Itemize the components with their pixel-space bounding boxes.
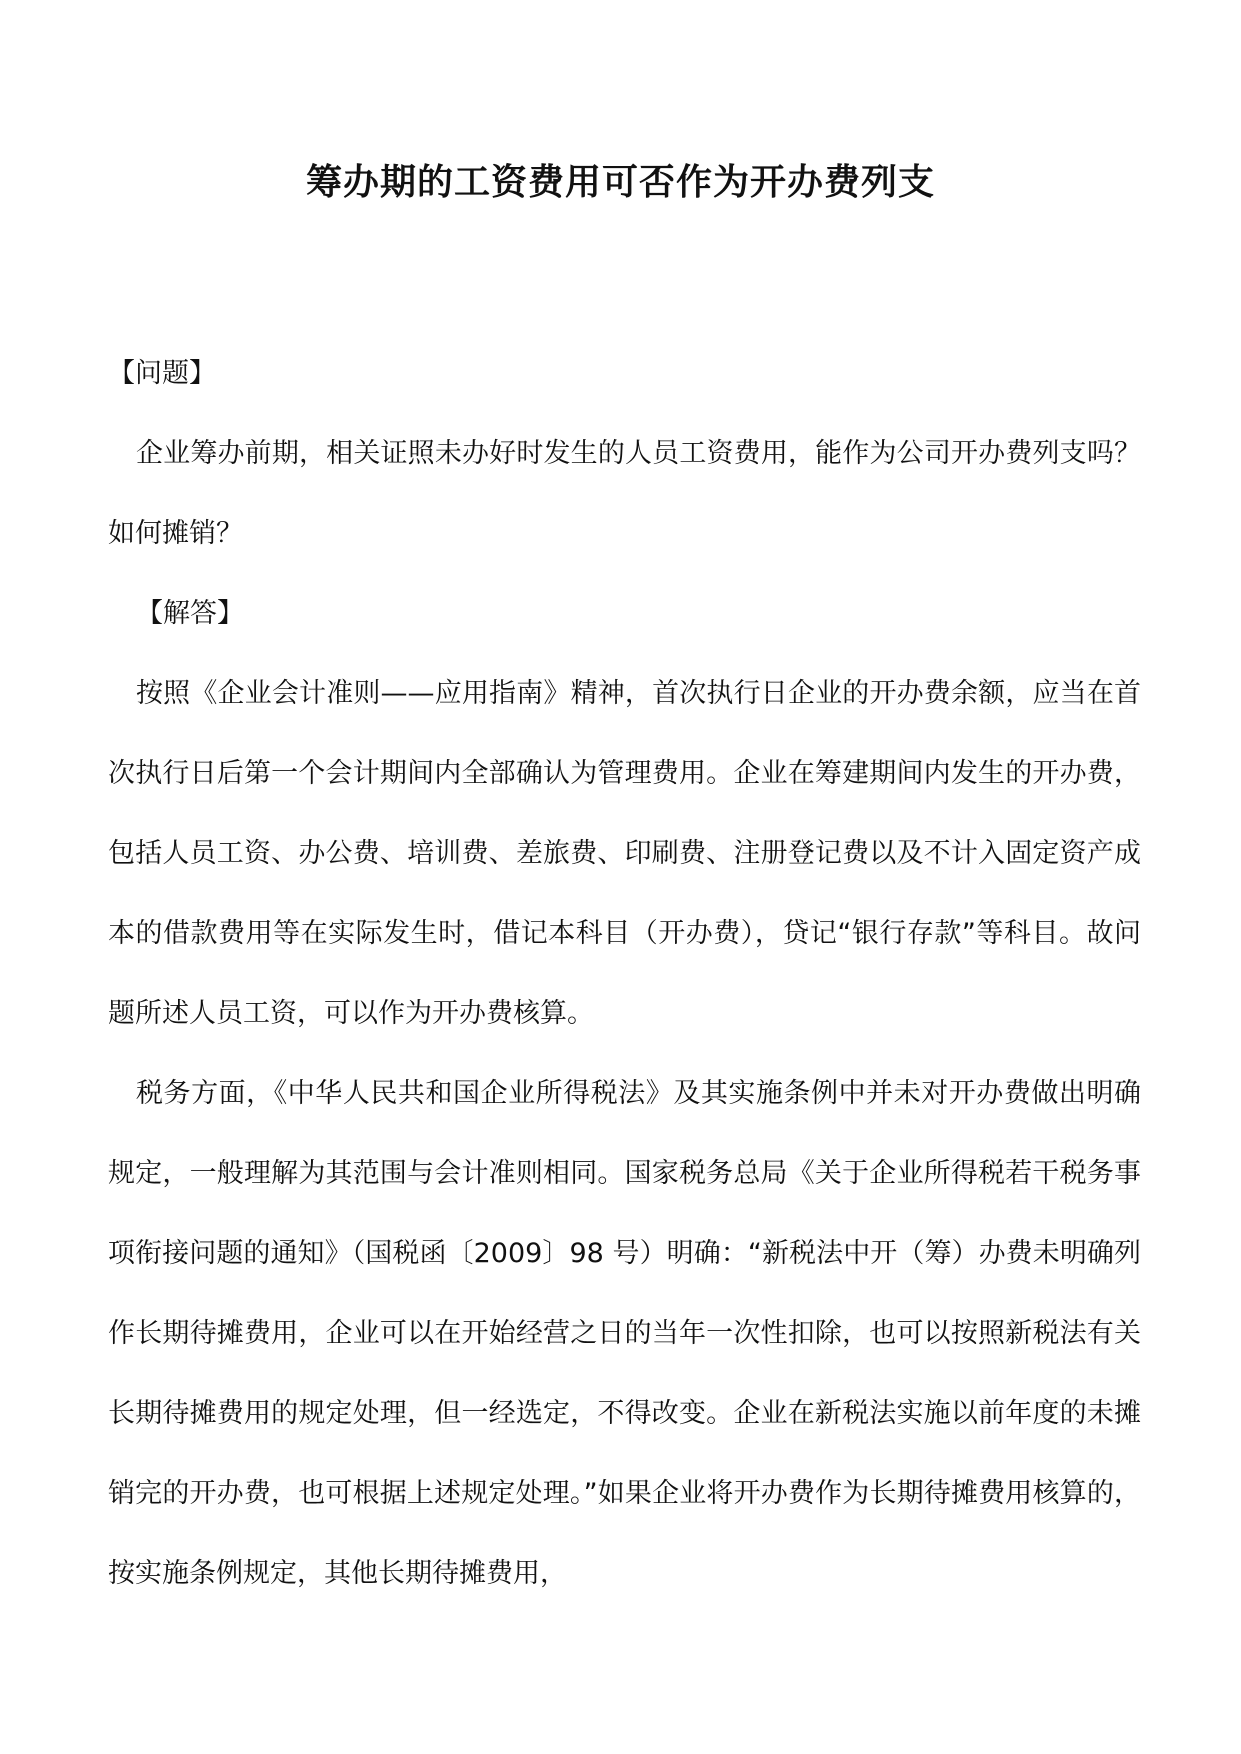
question-label: 【问题】: [108, 358, 216, 389]
answer-paragraph-1: 按照《企业会计准则——应用指南》精神，首次执行日企业的开办费余额，应当在首次执行日后第一个会计期间内全部确认为管理费用。企业在筹建期间内发生的开办费，包括人员工资、办公费、培训费、差旅费、印刷费、注册登记费以及不计入固定资产成本的借款费用等在实际发生时，借记本科目（开办费），贷记“银行存款”等科目。故问题所述人员工资，可以作为开办费核算。: [108, 678, 1141, 1029]
document-body: [108, 334, 1141, 1614]
document-title: 筹办期的工资费用可否作为开办费列支: [305, 162, 935, 203]
question-paragraph: 企业筹办前期，相关证照未办好时发生的人员工资费用，能作为公司开办费列支吗？如何摊销？: [108, 438, 1141, 549]
answer-paragraph-2: 税务方面，《中华人民共和国企业所得税法》及其实施条例中并未对开办费做出明确规定，一般理解为其范围与会计准则相同。国家税务总局《关于企业所得税若干税务事项衔接问题的通知》（国税函〔2009〕98 号）明确：“新税法中开（筹）办费未明确列作长期待摊费用，企业可以在开始经营之日的当年一次性扣除，也可以按照新税法有关长期待摊费用的规定处理，但一经选定，不得改变。企业在新税法实施以前年度的未摊销完的开办费，也可根据上述规定处理。”如果企业将开办费作为长期待摊费用核算的，按实施条例规定，其他长期待摊费用，: [108, 1078, 1141, 1589]
answer-label: 【解答】: [136, 598, 244, 629]
